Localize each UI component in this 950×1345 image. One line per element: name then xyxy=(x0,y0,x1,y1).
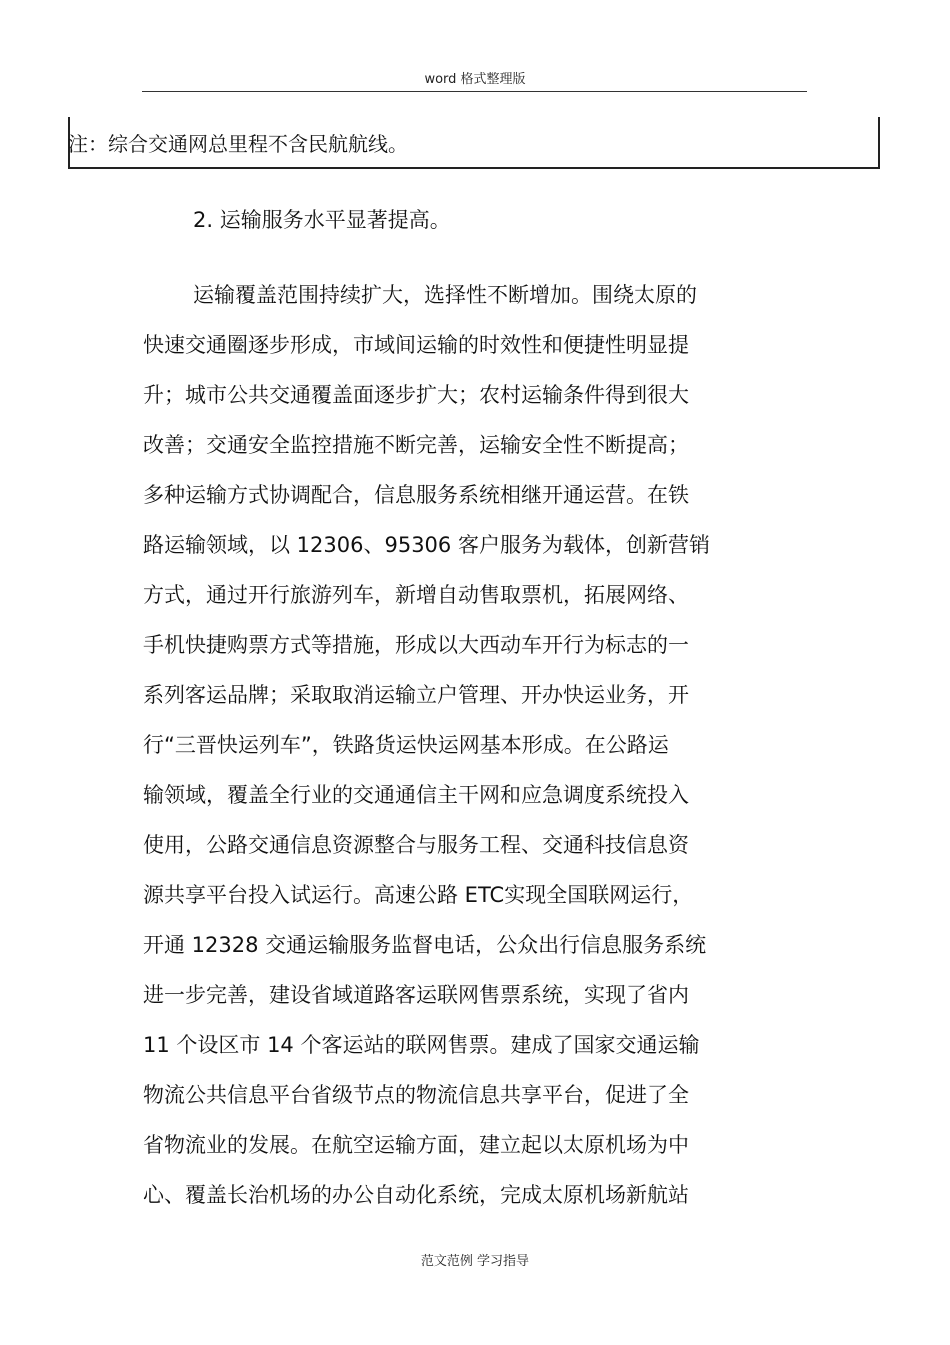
body-line: 路运输领域，以 12306、95306 客户服务为载体，创新营销 xyxy=(143,533,710,557)
section-heading: 2. 运输服务水平显著提高。 xyxy=(193,208,451,232)
body-line: 11 个设区市 14 个客运站的联网售票。建成了国家交通运输 xyxy=(143,1033,700,1057)
body-line: 运输覆盖范围持续扩大，选择性不断增加。围绕太原的 xyxy=(193,283,697,307)
body-line: 源共享平台投入试运行。高速公路 ETC实现全国联网运行， xyxy=(143,883,694,907)
body-line: 物流公共信息平台省级节点的物流信息共享平台，促进了全 xyxy=(143,1083,689,1107)
body-line: 方式，通过开行旅游列车，新增自动售取票机，拓展网络、 xyxy=(143,583,689,607)
body-line: 使用，公路交通信息资源整合与服务工程、交通科技信息资 xyxy=(143,833,689,857)
body-line: 快速交通圈逐步形成，市域间运输的时效性和便捷性明显提 xyxy=(143,333,689,357)
header-rule xyxy=(142,91,807,92)
page-footer: 范文范例 学习指导 xyxy=(420,1254,530,1269)
body-line: 心、覆盖长治机场的办公自动化系统，完成太原机场新航站 xyxy=(143,1183,689,1207)
body-line: 行“三晋快运列车”，铁路货运快运网基本形成。在公路运 xyxy=(143,733,669,757)
body-line: 手机快捷购票方式等措施，形成以大西动车开行为标志的一 xyxy=(143,633,689,657)
body-line: 输领域，覆盖全行业的交通通信主干网和应急调度系统投入 xyxy=(143,783,689,807)
body-line: 省物流业的发展。在航空运输方面，建立起以太原机场为中 xyxy=(143,1133,689,1157)
body-line: 改善；交通安全监控措施不断完善，运输安全性不断提高； xyxy=(143,433,689,457)
note-text: 注：综合交通网总里程不含民航航线。 xyxy=(68,132,408,156)
body-line: 升；城市公共交通覆盖面逐步扩大；农村运输条件得到很大 xyxy=(143,383,689,407)
body-line: 多种运输方式协调配合，信息服务系统相继开通运营。在铁 xyxy=(143,483,689,507)
page-header: word 格式整理版 xyxy=(424,72,526,87)
body-line: 系列客运品牌；采取取消运输立户管理、开办快运业务，开 xyxy=(143,683,689,707)
body-line: 进一步完善，建设省域道路客运联网售票系统，实现了省内 xyxy=(143,983,689,1007)
body-line: 开通 12328 交通运输服务监督电话，公众出行信息服务系统 xyxy=(143,933,707,957)
